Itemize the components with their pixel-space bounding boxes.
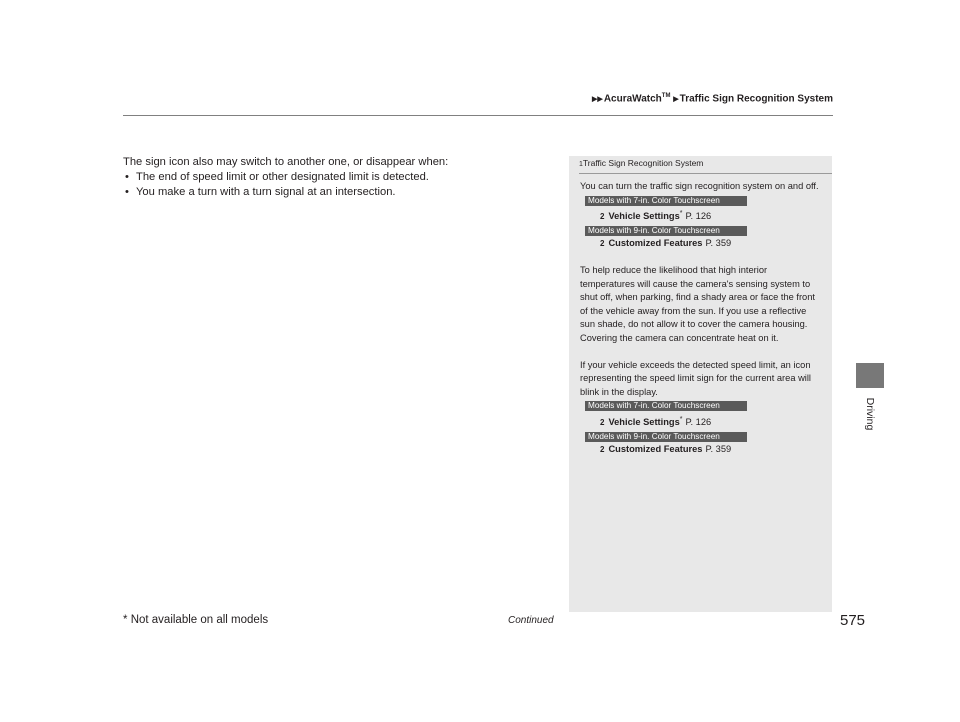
breadcrumb-item-traffic-sign: Traffic Sign Recognition System (679, 93, 833, 105)
reference-title: Vehicle Settings (608, 417, 680, 428)
breadcrumb-arrow-icon: ▶▶ (592, 96, 603, 104)
section-label: Driving (864, 397, 876, 431)
continued-label: Continued (508, 615, 554, 626)
model-badge-9in: Models with 9-in. Color Touchscreen (585, 432, 747, 442)
asterisk-mark: * (679, 210, 683, 218)
reference-arrow-icon: 2 (600, 445, 605, 455)
reference-title: Customized Features (608, 238, 703, 249)
footnote-text: Not available on all models (130, 614, 269, 626)
reference-arrow-icon: 2 (600, 212, 605, 222)
reference-title: Customized Features (608, 444, 703, 455)
breadcrumb (585, 93, 833, 104)
model-badge-7in: Models with 7-in. Color Touchscreen (585, 196, 747, 206)
sidebar-title-text: Traffic Sign Recognition System (582, 158, 704, 168)
reference-page: P. 126 (685, 417, 712, 428)
sidebar-content (579, 180, 822, 457)
asterisk-mark: * (123, 614, 128, 626)
list-item: • The end of speed limit or other designated limit is detected. (123, 170, 563, 185)
sidebar-notes (569, 156, 832, 612)
sidebar-paragraph: To help reduce the likelihood that high interior temperatures will cause the camera's sensing system to shut off, when parking, find a shady area or face the front of the vehicle away from the sun. If you use a reflective sun shade, do not allow it to cover the camera housing. (580, 265, 815, 330)
note-marker-icon: 1 (579, 161, 583, 168)
condition-list (123, 170, 563, 200)
reference-customized-features[interactable] (580, 443, 822, 457)
sidebar-title (579, 156, 822, 170)
intro-paragraph: The sign icon also may switch to another one, or disappear when: (123, 156, 449, 168)
model-badge-9in: Models with 9-in. Color Touchscreen (585, 226, 747, 236)
model-badge-7in: Models with 7-in. Color Touchscreen (585, 401, 747, 411)
sidebar-paragraph: If your vehicle exceeds the detected speed limit, an icon representing the speed limit sign for the current area will blink in the display. (580, 359, 811, 397)
sidebar-paragraph: You can turn the traffic sign recognition system on and off. (580, 181, 819, 191)
reference-arrow-icon: 2 (600, 418, 605, 428)
breadcrumb-arrow-icon: ▶ (673, 96, 679, 104)
reference-arrow-icon: 2 (600, 239, 605, 249)
header-rule (123, 115, 833, 116)
reference-page: P. 359 (705, 444, 732, 455)
reference-page: P. 126 (685, 211, 712, 222)
reference-customized-features[interactable] (580, 237, 822, 251)
reference-vehicle-settings[interactable] (580, 207, 822, 224)
trademark-mark: TM (661, 93, 671, 99)
reference-vehicle-settings[interactable] (580, 413, 822, 430)
asterisk-mark: * (679, 416, 683, 423)
section-tab[interactable] (856, 363, 884, 388)
main-body (123, 155, 563, 200)
sidebar-paragraph: Covering the camera can concentrate heat on it. (580, 333, 779, 344)
sidebar-divider (579, 173, 832, 174)
footnote (123, 614, 268, 626)
reference-page: P. 359 (705, 238, 732, 249)
reference-title: Vehicle Settings (608, 211, 680, 222)
breadcrumb-item-acurawatch: AcuraWatch (603, 93, 662, 105)
page-number: 575 (840, 612, 866, 629)
list-item: • You make a turn with a turn signal at an intersection. (123, 185, 563, 200)
